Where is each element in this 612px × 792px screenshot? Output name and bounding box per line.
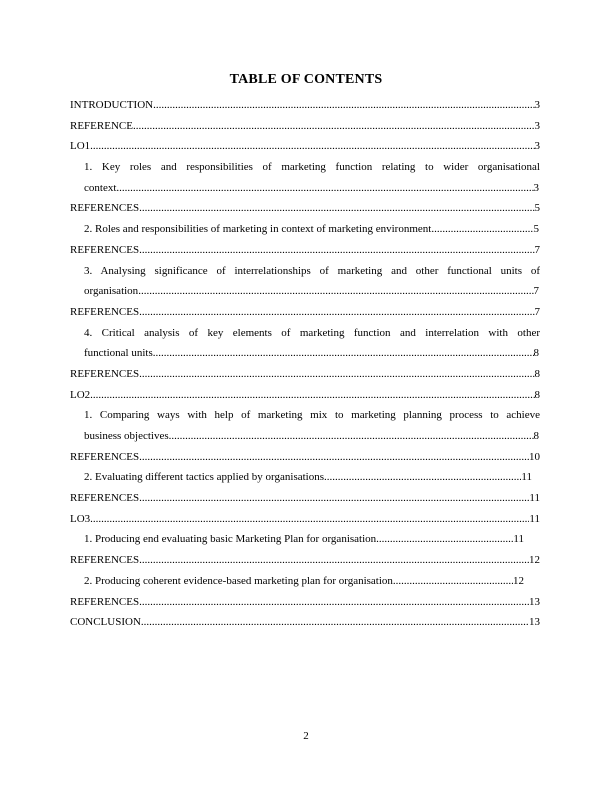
toc-entry-page: 3 [534, 119, 540, 132]
toc-entry-reference[interactable] [70, 116, 540, 137]
toc-entry-label: REFERENCES [70, 492, 140, 505]
dot-leader [90, 509, 529, 530]
toc-title: TABLE OF CONTENTS [229, 72, 383, 87]
dot-leader [376, 529, 513, 550]
toc-entry-lo1-3-line2[interactable] [70, 281, 539, 302]
toc-entry-lo3[interactable] [70, 509, 540, 530]
toc-entry-references[interactable] [70, 198, 540, 219]
toc-entry-lo1[interactable] [70, 136, 540, 157]
toc-entry-conclusion[interactable] [70, 612, 540, 633]
dot-leader [139, 364, 534, 385]
toc-entry-introduction[interactable] [70, 95, 540, 116]
toc-entry-label: REFERENCES [70, 595, 140, 608]
toc-entry-references[interactable] [70, 550, 540, 571]
toc-entry-page: 8 [534, 388, 540, 401]
toc-entry-page: 3 [534, 140, 540, 153]
toc-entry-label: business objectives [84, 430, 169, 442]
toc-entry-page: 13 [529, 616, 540, 629]
toc-entry-page: 12 [513, 574, 524, 587]
toc-entry-lo1-1-line2[interactable] [70, 178, 539, 199]
toc-entry-lo3-1[interactable] [70, 529, 524, 550]
toc-entry-page: 11 [513, 533, 524, 546]
toc-entry-page: 8 [534, 367, 540, 380]
dot-leader [153, 343, 534, 364]
toc-entry-lo2-1-line2[interactable] [70, 426, 539, 447]
toc-entry-label: 2. Producing coherent evidence-based marketing plan for organisation [84, 574, 393, 587]
dot-leader [169, 426, 534, 447]
toc-entry-label: organisation [84, 285, 139, 298]
toc-entry-label: REFERENCES [70, 450, 140, 463]
toc-entry-page: 5 [533, 223, 539, 236]
toc-entry-page: 8 [533, 347, 539, 360]
toc-entry-lo1-3-line1[interactable]: 3. Analysing significance of interrelationships of marketing and other functional units of [84, 264, 540, 277]
toc-entry-page: 8 [533, 430, 539, 442]
toc-entry-label: context [84, 181, 117, 194]
toc-entry-page: 3 [533, 181, 539, 194]
toc-entry-label: REFERENCES [70, 367, 140, 380]
dot-leader [139, 240, 534, 261]
table-of-contents [70, 95, 540, 633]
toc-entry-page: 11 [529, 492, 540, 505]
dot-leader [116, 178, 533, 199]
toc-entry-page: 11 [529, 512, 540, 525]
toc-entry-lo1-4-line2[interactable] [70, 343, 539, 364]
dot-leader [90, 385, 534, 406]
toc-entry-references[interactable] [70, 488, 540, 509]
toc-entry-lo1-2[interactable] [70, 219, 539, 240]
toc-entry-page: 3 [534, 99, 540, 111]
dot-leader [139, 488, 529, 509]
dot-leader [138, 281, 533, 302]
toc-entry-lo1-1-line1[interactable]: 1. Key roles and responsibilities of marketing function relating to wider organisational [84, 161, 540, 174]
toc-entry-page: 12 [529, 554, 540, 567]
dot-leader [393, 571, 513, 592]
toc-entry-page: 7 [533, 285, 539, 298]
toc-entry-label: REFERENCE [70, 119, 133, 132]
toc-entry-page: 7 [534, 305, 540, 318]
dot-leader [139, 550, 529, 571]
dot-leader [153, 95, 534, 116]
dot-leader [431, 219, 533, 240]
toc-entry-references[interactable] [70, 364, 540, 385]
dot-leader [141, 612, 529, 633]
dot-leader [133, 116, 535, 137]
page-number: 2 [303, 730, 309, 742]
dot-leader [139, 592, 529, 613]
toc-entry-references[interactable] [70, 592, 540, 613]
toc-entry-lo2[interactable] [70, 385, 540, 406]
dot-leader [139, 447, 529, 468]
toc-entry-label: 2. Evaluating different tactics applied by organisations [84, 471, 325, 484]
toc-entry-lo3-2[interactable] [70, 571, 524, 592]
toc-entry-label: LO2 [70, 388, 91, 401]
toc-entry-page: 11 [521, 471, 532, 484]
toc-entry-label: INTRODUCTION [70, 99, 154, 111]
toc-entry-lo1-4-line1[interactable]: 4. Critical analysis of key elements of marketing function and interrelation with other [84, 326, 540, 339]
toc-entry-references[interactable] [70, 240, 540, 261]
toc-entry-label: REFERENCES [70, 243, 140, 256]
toc-entry-page: 5 [534, 202, 540, 215]
toc-entry-lo2-1-line1[interactable]: 1. Comparing ways with help of marketing mix to marketing planning process to achieve [84, 409, 540, 422]
toc-entry-label: REFERENCES [70, 305, 140, 318]
toc-entry-references[interactable] [70, 302, 540, 323]
toc-entry-label: LO3 [70, 512, 91, 525]
dot-leader [139, 198, 534, 219]
toc-entry-page: 13 [529, 595, 540, 608]
toc-entry-label: 2. Roles and responsibilities of marketing in context of marketing environment [84, 223, 432, 236]
dot-leader [90, 136, 534, 157]
toc-entry-page: 10 [529, 450, 540, 463]
toc-entry-label: 1. Producing end evaluating basic Marketing Plan for organisation [84, 533, 377, 546]
toc-entry-lo2-2[interactable] [70, 467, 532, 488]
dot-leader [324, 467, 521, 488]
dot-leader [139, 302, 534, 323]
toc-entry-label: REFERENCES [70, 554, 140, 567]
toc-entry-label: LO1 [70, 140, 91, 153]
toc-entry-references[interactable] [70, 447, 540, 468]
toc-entry-label: functional units [84, 347, 153, 360]
toc-entry-label: CONCLUSION [70, 616, 141, 629]
toc-entry-label: REFERENCES [70, 202, 140, 215]
toc-entry-page: 7 [534, 243, 540, 256]
